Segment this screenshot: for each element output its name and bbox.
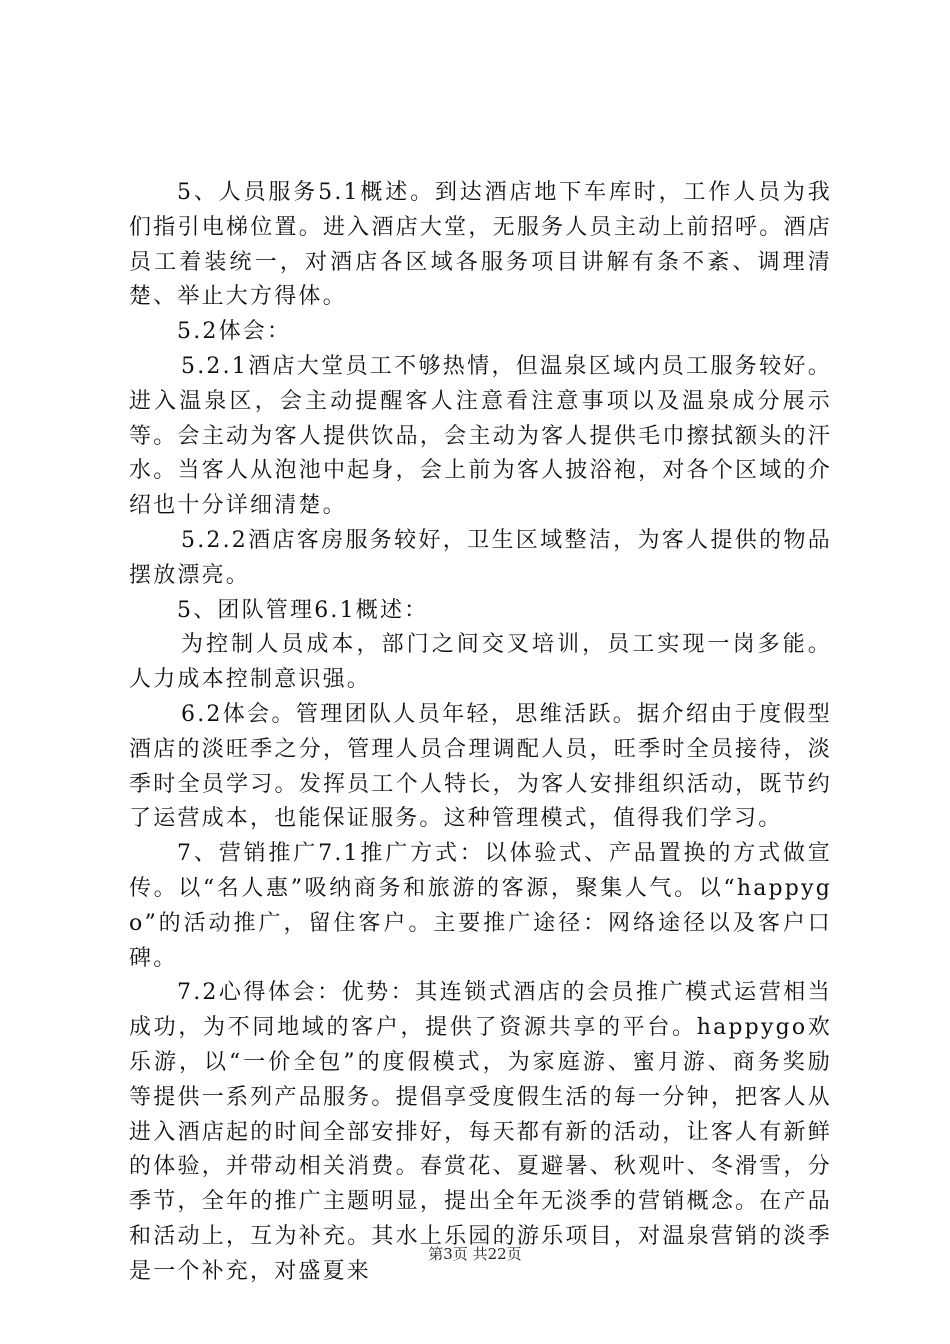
paragraph-staff-service-5-2-1: 5.2.1酒店大堂员工不够热情，但温泉区域内员工服务较好。进入温泉区，会主动提醒客人注意看注意事项以及温泉成分展示等。会主动为客人提供饮品，会主动为客人提供毛巾擦拭额头的汗水。当客人从泡池中起身，会上前为客人披浴袍，对各个区域的介绍也十分详细清楚。 — [129, 353, 832, 519]
paragraph-team-management-heading: 5、团队管理6.1概述： — [177, 597, 429, 623]
paragraph-staff-service-overview: 5、人员服务5.1概述。到达酒店地下车库时，工作人员为我们指引电梯位置。进入酒店大堂，无服务人员主动上前招呼。酒店员工着装统一，对酒店各区域各服务项目讲解有条不紊、调理清楚、举止大方得体。 — [129, 180, 832, 310]
paragraph-marketing-experience: 7.2心得体会：优势：其连锁式酒店的会员推广模式运营相当成功，为不同地域的客户，提供了资源共享的平台。happygo欢乐游，以“一价全包”的度假模式，为家庭游、蜜月游、商务奖励等提供一系列产品服务。提倡享受度假生活的每一分钟，把客人从进入酒店起的时间全部安排好，每天都有新的活动，让客人有新鲜的体验，并带动相关消费。春赏花、夏避暑、秋观叶、冬滑雪，分季节，全年的推广主题明显，提出全年无淡季的营销概念。在产品和活动上，互为补充。其水上乐园的游乐项目，对温泉营销的淡季是一个补充，对盛夏来 — [129, 980, 832, 1284]
paragraph-team-management-experience: 6.2体会。管理团队人员年轻，思维活跃。据介绍由于度假型酒店的淡旺季之分，管理人员合理调配人员，旺季时全员接待，淡季时全员学习。发挥员工个人特长，为客人安排组织活动，既节约了运营成本，也能保证服务。这种管理模式，值得我们学习。 — [129, 701, 832, 832]
paragraph-marketing-methods: 7、营销推广7.1推广方式：以体验式、产品置换的方式做宣传。以“名人惠”吸纳商务和旅游的客源，聚集人气。以“happygo”的活动推广，留住客户。主要推广途径：网络途径以及客户口碑。 — [129, 841, 832, 971]
paragraph-team-management-overview: 为控制人员成本，部门之间交叉培训，员工实现一岗多能。人力成本控制意识强。 — [129, 632, 832, 693]
page-footer — [0, 1244, 950, 1264]
paragraph-staff-service-heading: 5.2体会： — [177, 319, 292, 345]
document-body — [129, 176, 832, 1290]
page-number: 第3页 共22页 — [428, 1245, 522, 1263]
paragraph-staff-service-5-2-2: 5.2.2酒店客房服务较好，卫生区域整洁，为客人提供的物品摆放漂亮。 — [129, 527, 832, 588]
